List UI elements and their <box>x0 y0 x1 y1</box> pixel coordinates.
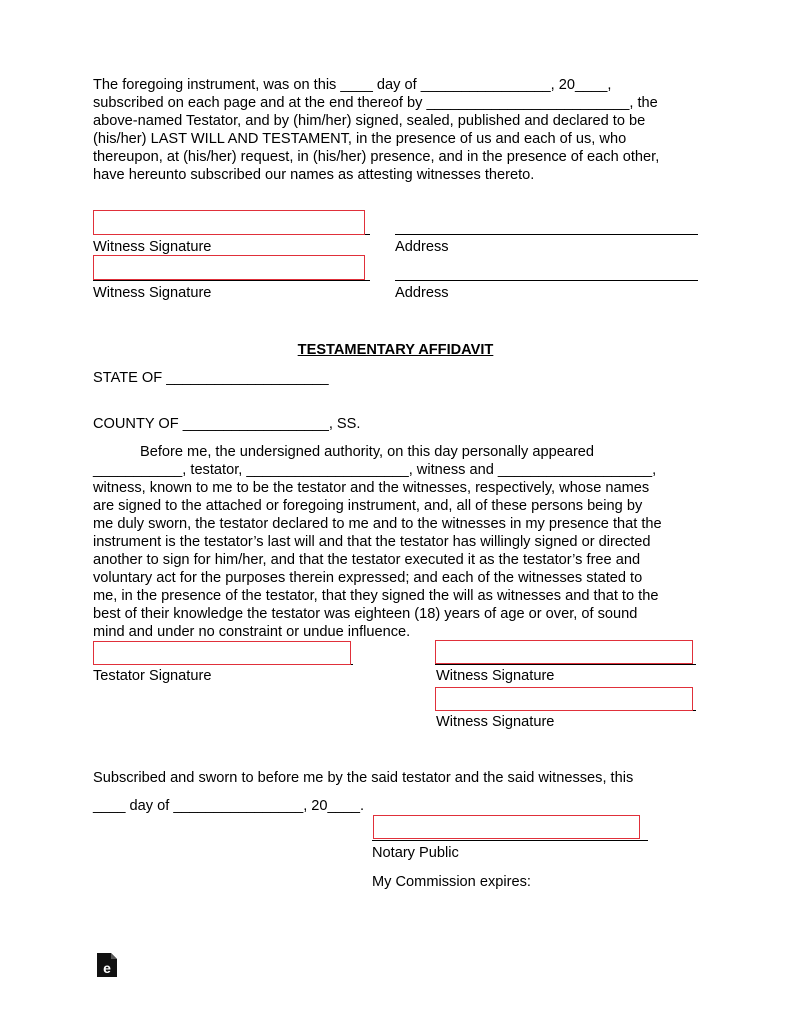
attestation-line: The foregoing instrument, was on this ____ day of ________________, 20____, <box>93 77 612 93</box>
witness-signature-label-1: Witness Signature <box>93 239 212 255</box>
affidavit-line: ___________, testator, ____________________, witness and ___________________, <box>93 462 657 478</box>
address-line-2[interactable] <box>395 280 698 281</box>
attestation-line: have hereunto subscribed our names as attesting witnesses thereto. <box>93 167 535 183</box>
affidavit-line: witness, known to me to be the testator and the witnesses, respectively, whose names <box>93 480 650 496</box>
affidavit-line: mind and under no constraint or undue influence. <box>93 624 411 640</box>
affidavit-line: are signed to the attached or foregoing instrument, and, all of these persons being by <box>93 498 643 514</box>
affidavit-line: voluntary act for the purposes therein expressed; and each of the witnesses stated to <box>93 570 643 586</box>
attestation-line: (his/her) LAST WILL AND TESTAMENT, in the presence of us and each of us, who <box>93 131 627 147</box>
sworn-statement: Subscribed and sworn to before me by the said testator and the said witnesses, this <box>93 770 634 786</box>
svg-text:e: e <box>103 960 111 976</box>
affidavit-witness-label-1: Witness Signature <box>436 668 555 684</box>
attestation-line: subscribed on each page and at the end thereof by _________________________, the <box>93 95 658 111</box>
address-label-1: Address <box>395 239 449 255</box>
address-label-2: Address <box>395 285 449 301</box>
witness-signature-field-2[interactable] <box>93 255 365 280</box>
witness-signature-label-2: Witness Signature <box>93 285 212 301</box>
county-line: COUNTY OF __________________, SS. <box>93 416 361 432</box>
witness-signature-field-1[interactable] <box>93 210 365 235</box>
notary-signature-field[interactable] <box>373 815 640 839</box>
testator-signature-label: Testator Signature <box>93 668 212 684</box>
affidavit-witness-label-2: Witness Signature <box>436 714 555 730</box>
notary-public-label: Notary Public <box>372 845 459 861</box>
attestation-paragraph <box>93 76 701 184</box>
affidavit-title: TESTAMENTARY AFFIDAVIT <box>297 342 494 358</box>
affidavit-line: Before me, the undersigned authority, on this day personally appeared <box>140 444 595 460</box>
commission-expires-label: My Commission expires: <box>372 874 531 890</box>
affidavit-line: me duly sworn, the testator declared to me and to the witnesses in my presence that the <box>93 516 662 532</box>
witness-signature-line-2 <box>93 280 370 281</box>
affidavit-body <box>93 443 701 641</box>
affidavit-witness-field-2[interactable] <box>435 687 693 711</box>
sworn-date-line: ____ day of ________________, 20____. <box>93 798 365 814</box>
affidavit-line: me, in the presence of the testator, that they signed the will as witnesses and that to the <box>93 588 659 604</box>
affidavit-line: instrument is the testator’s last will and that the testator has willingly signed or directed <box>93 534 651 550</box>
state-line: STATE OF ____________________ <box>93 370 329 386</box>
affidavit-line: another to sign for him/her, and that the testator executed it as the testator’s free and <box>93 552 641 568</box>
attestation-line: above-named Testator, and by (him/her) signed, sealed, published and declared to be <box>93 113 646 129</box>
attestation-line: thereupon, at (his/her) request, in (his/her) presence, and in the presence of each other, <box>93 149 660 165</box>
affidavit-line: best of their knowledge the testator was eighteen (18) years of age or over, of sound <box>93 606 638 622</box>
testator-signature-field[interactable] <box>93 641 351 665</box>
address-line-1[interactable] <box>395 234 698 235</box>
affidavit-witness-line-1 <box>435 664 696 665</box>
document-e-logo-icon <box>96 952 118 978</box>
affidavit-witness-field-1[interactable] <box>435 640 693 664</box>
notary-signature-line <box>372 840 648 841</box>
